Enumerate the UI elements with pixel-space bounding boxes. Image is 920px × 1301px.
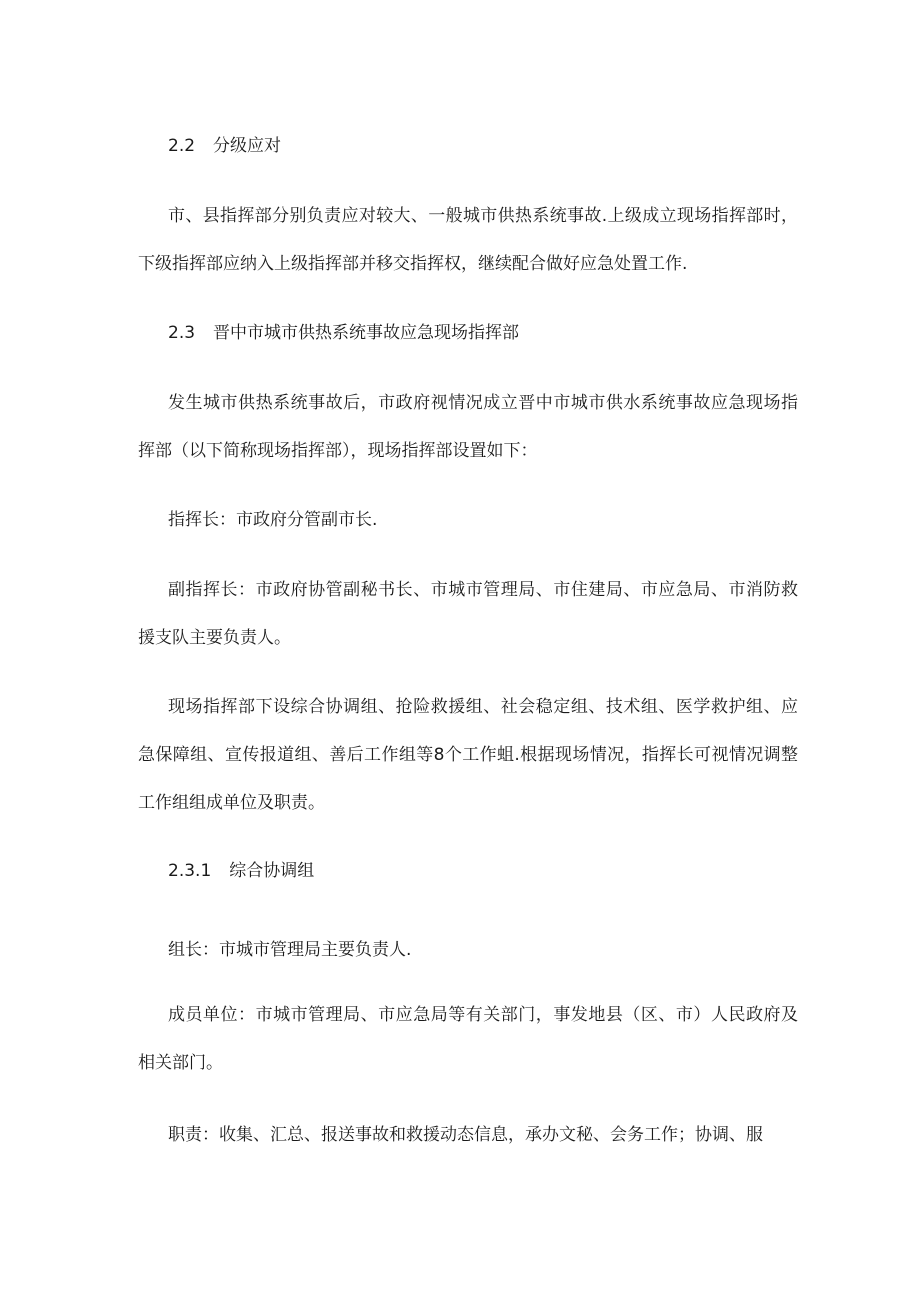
paragraph-line: 工作组组成单位及职责。 — [138, 793, 325, 813]
paragraph-line: 援支队主要负责人。 — [138, 628, 291, 648]
commander-line: 指挥长：市政府分管副市长. — [168, 510, 378, 530]
heading-2-2 — [168, 135, 798, 157]
heading-2-3-1 — [168, 860, 798, 882]
paragraph-line: 发生城市供热系统事故后，市政府视情况成立晋中市城市供水系统事故应急现场指 — [168, 393, 798, 413]
paragraph-line: 下级指挥部应纳入上级指挥部并移交指挥权，继续配合做好应急处置工作. — [138, 254, 688, 274]
group-leader-line: 组长：市城市管理局主要负责人. — [168, 940, 412, 960]
heading-number: 2.3.1 — [168, 861, 212, 881]
paragraph-line: 副指挥长：市政府协管副秘书长、市城市管理局、市住建局、市应急局、市消防救 — [168, 580, 798, 600]
heading-title: 综合协调组 — [229, 861, 315, 881]
paragraph-line: 急保障组、宣传报道组、善后工作组等8个工作蛆.根据现场情况，指挥长可视情况调整 — [138, 745, 798, 765]
heading-2-3 — [168, 322, 798, 344]
paragraph-line: 相关部门。 — [138, 1053, 223, 1073]
paragraph-line: 成员单位：市城市管理局、市应急局等有关部门，事发地县（区、市）人民政府及 — [168, 1005, 798, 1025]
paragraph-line: 现场指挥部下设综合协调组、抢险救援组、社会稳定组、技术组、医学救护组、应 — [168, 697, 798, 717]
heading-title: 晋中市城市供热系统事故应急现场指挥部 — [213, 323, 520, 343]
heading-number: 2.2 — [168, 136, 196, 156]
paragraph-line: 挥部（以下简称现场指挥部），现场指挥部设置如下： — [138, 441, 538, 461]
paragraph-line: 市、县指挥部分别负责应对较大、一般城市供热系统事故.上级成立现场指挥部时， — [168, 206, 798, 226]
heading-title: 分级应对 — [213, 136, 282, 156]
heading-number: 2.3 — [168, 323, 196, 343]
paragraph-line: 职责：收集、汇总、报送事故和救援动态信息，承办文秘、会务工作；协调、服 — [168, 1125, 763, 1145]
